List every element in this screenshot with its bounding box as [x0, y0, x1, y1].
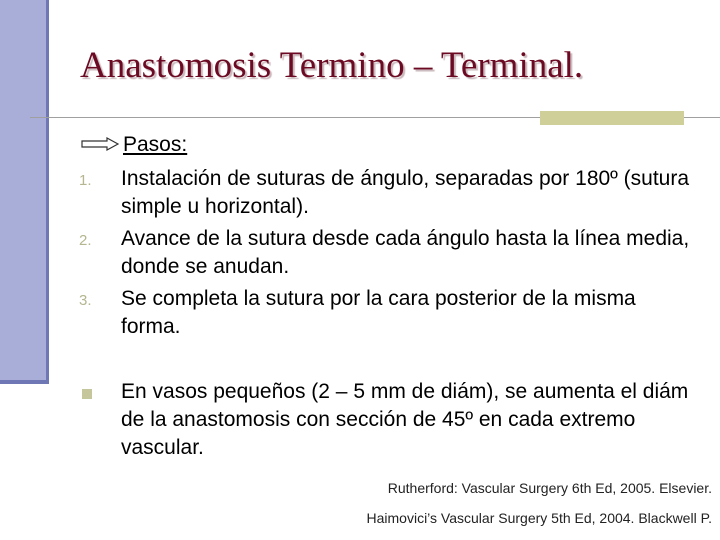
- step-number: 2.: [79, 232, 92, 249]
- reference-text: Rutherford: Vascular Surgery 6th Ed, 2005. Elsevier.: [387, 480, 712, 496]
- bullet-text: En vasos pequeños (2 – 5 mm de diám), se aumenta el diám de la anastomosis con sección de 45º en cada extremo vascular.: [121, 380, 689, 459]
- left-decorative-bar: [0, 0, 46, 383]
- step-text: Se completa la sutura por la cara posterior de la misma forma.: [121, 287, 636, 338]
- step-number: 1.: [79, 172, 92, 189]
- accent-bar: [540, 111, 684, 125]
- step-text: Avance de la sutura desde cada ángulo hasta la línea media, donde se anudan.: [121, 227, 690, 278]
- left-bar-shadow: [46, 0, 49, 383]
- right-arrow-icon: [81, 137, 119, 151]
- step-number: 3.: [79, 292, 92, 309]
- slide-title: Anastomosis Termino – Terminal.: [80, 45, 584, 86]
- reference-text: Haimovici’s Vascular Surgery 5th Ed, 2004. Blackwell P.: [366, 510, 712, 526]
- pasos-heading: Pasos:: [123, 133, 188, 156]
- step-text: Instalación de suturas de ángulo, separadas por 180º (sutura simple u horizontal).: [121, 167, 690, 218]
- square-bullet-icon: [82, 389, 92, 399]
- left-bar-bottom-edge: [0, 380, 49, 384]
